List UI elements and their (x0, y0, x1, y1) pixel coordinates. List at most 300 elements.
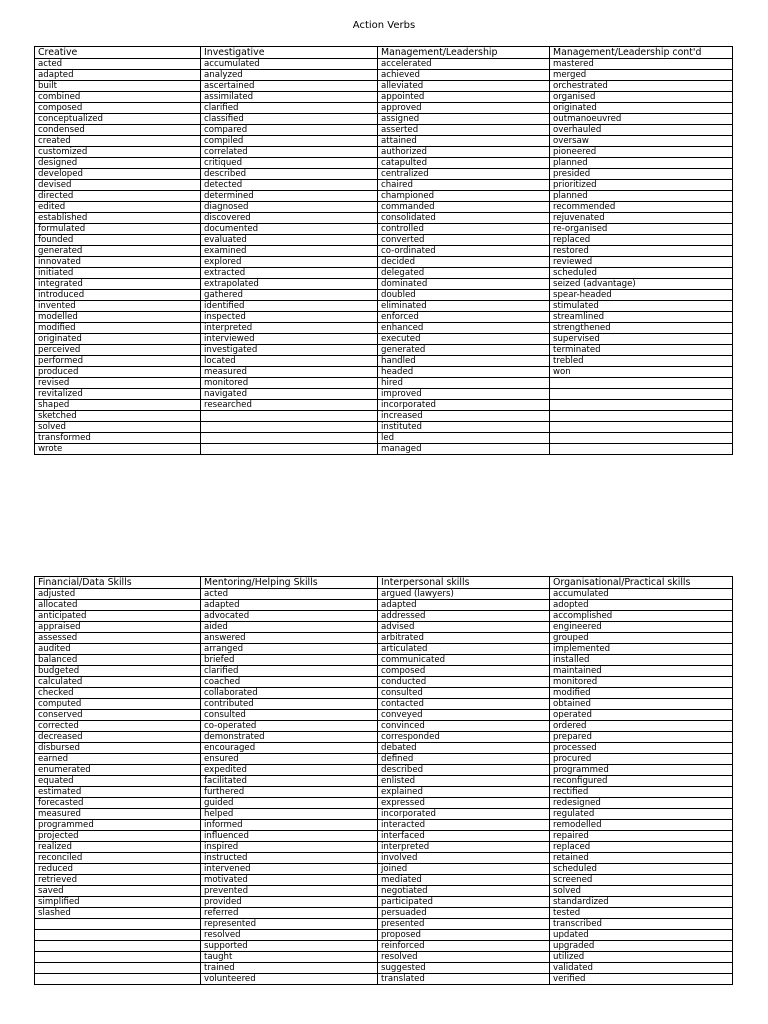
table-row (35, 611, 733, 622)
table-cell: intervened (201, 864, 378, 875)
table-cell: trebled (550, 356, 733, 367)
table-row (35, 257, 733, 268)
table-cell: headed (378, 367, 550, 378)
table-cell: increased (378, 411, 550, 422)
table-cell: converted (378, 235, 550, 246)
table-cell: handled (378, 356, 550, 367)
table-row (35, 677, 733, 688)
table-row (35, 600, 733, 611)
table-cell: corresponded (378, 732, 550, 743)
table-row (35, 103, 733, 114)
table-cell: compiled (201, 136, 378, 147)
table-cell: provided (201, 897, 378, 908)
table-row (35, 92, 733, 103)
table-cell: acted (35, 59, 201, 70)
table-cell: condensed (35, 125, 201, 136)
table-cell: determined (201, 191, 378, 202)
table-cell: controlled (378, 224, 550, 235)
table-cell: customized (35, 147, 201, 158)
table-cell: obtained (550, 699, 733, 710)
table-cell (35, 974, 201, 985)
table-cell: expressed (378, 798, 550, 809)
table-cell: formulated (35, 224, 201, 235)
table-cell: adopted (550, 600, 733, 611)
table-cell: commanded (378, 202, 550, 213)
action-verbs-table-2 (34, 576, 733, 985)
table-cell (201, 444, 378, 455)
table-cell: detected (201, 180, 378, 191)
table-cell: restored (550, 246, 733, 257)
table-cell: researched (201, 400, 378, 411)
table-cell: decided (378, 257, 550, 268)
table-cell: verified (550, 974, 733, 985)
table-cell: reconfigured (550, 776, 733, 787)
table-row (35, 622, 733, 633)
column-header-mentoring-helping-skills: Mentoring/Helping Skills (201, 577, 378, 589)
table-cell: estimated (35, 787, 201, 798)
table-cell: replaced (550, 842, 733, 853)
table-cell: accumulated (201, 59, 378, 70)
table-cell: guided (201, 798, 378, 809)
table-cell: examined (201, 246, 378, 257)
table-cell: co-ordinated (378, 246, 550, 257)
table-row (35, 400, 733, 411)
table-cell: briefed (201, 655, 378, 666)
table-row (35, 158, 733, 169)
table-cell: presided (550, 169, 733, 180)
table-cell: mediated (378, 875, 550, 886)
table-cell: composed (35, 103, 201, 114)
table-cell: streamlined (550, 312, 733, 323)
table-cell: consolidated (378, 213, 550, 224)
table-cell: conveyed (378, 710, 550, 721)
table-cell: represented (201, 919, 378, 930)
document-title: Action Verbs (352, 20, 416, 31)
table-cell: located (201, 356, 378, 367)
table-cell: replaced (550, 235, 733, 246)
table-cell: monitored (201, 378, 378, 389)
table-cell: investigated (201, 345, 378, 356)
table-cell: extracted (201, 268, 378, 279)
table-cell: interpreted (378, 842, 550, 853)
table-cell: referred (201, 908, 378, 919)
table-cell: audited (35, 644, 201, 655)
table-cell: remodelled (550, 820, 733, 831)
table-cell: centralized (378, 169, 550, 180)
table-cell: transcribed (550, 919, 733, 930)
table-cell: organised (550, 92, 733, 103)
table-row (35, 787, 733, 798)
table-cell: negotiated (378, 886, 550, 897)
table-row (35, 655, 733, 666)
table-cell: compared (201, 125, 378, 136)
table-cell: trained (201, 963, 378, 974)
table-row (35, 688, 733, 699)
table-cell: utilized (550, 952, 733, 963)
table-cell: adjusted (35, 589, 201, 600)
table-cell: perceived (35, 345, 201, 356)
table-row (35, 875, 733, 886)
table-cell: improved (378, 389, 550, 400)
table-cell: convinced (378, 721, 550, 732)
action-verbs-table-1 (34, 46, 733, 455)
table-cell: founded (35, 235, 201, 246)
table-cell: revised (35, 378, 201, 389)
table-cell (35, 963, 201, 974)
table-cell: rejuvenated (550, 213, 733, 224)
table-cell: delegated (378, 268, 550, 279)
table-cell: identified (201, 301, 378, 312)
table-row (35, 114, 733, 125)
table-cell: articulated (378, 644, 550, 655)
table-cell: gathered (201, 290, 378, 301)
table-row (35, 721, 733, 732)
table-cell: procured (550, 754, 733, 765)
table-cell: invented (35, 301, 201, 312)
table-cell: asserted (378, 125, 550, 136)
table-cell: disbursed (35, 743, 201, 754)
table-row (35, 290, 733, 301)
table-row (35, 378, 733, 389)
column-header-creative: Creative (35, 47, 201, 59)
table-cell: explored (201, 257, 378, 268)
table-cell: strengthened (550, 323, 733, 334)
table-cell: programmed (550, 765, 733, 776)
table-cell: solved (550, 886, 733, 897)
table-cell: interpreted (201, 323, 378, 334)
table-row (35, 864, 733, 875)
table-cell: modified (35, 323, 201, 334)
table-cell: contacted (378, 699, 550, 710)
table-cell: contributed (201, 699, 378, 710)
table-cell: joined (378, 864, 550, 875)
table-cell: redesigned (550, 798, 733, 809)
table-cell: suggested (378, 963, 550, 974)
table-cell: directed (35, 191, 201, 202)
table-cell: computed (35, 699, 201, 710)
column-header-financial-data-skills: Financial/Data Skills (35, 577, 201, 589)
table-cell: assimilated (201, 92, 378, 103)
table-cell: processed (550, 743, 733, 754)
table-cell: generated (35, 246, 201, 257)
table-row (35, 633, 733, 644)
table-cell: adapted (378, 600, 550, 611)
table-cell: extrapolated (201, 279, 378, 290)
table-cell: planned (550, 191, 733, 202)
table-cell: documented (201, 224, 378, 235)
table-row (35, 886, 733, 897)
table-cell: generated (378, 345, 550, 356)
table-cell: aided (201, 622, 378, 633)
table-cell: adapted (201, 600, 378, 611)
table-cell: accomplished (550, 611, 733, 622)
table-row (35, 334, 733, 345)
table-row (35, 301, 733, 312)
table-cell: doubled (378, 290, 550, 301)
table-cell: saved (35, 886, 201, 897)
table-cell: implemented (550, 644, 733, 655)
table-header-row (35, 47, 733, 59)
table-cell: facilitated (201, 776, 378, 787)
table-row (35, 422, 733, 433)
table-cell: led (378, 433, 550, 444)
table-cell: validated (550, 963, 733, 974)
table-row (35, 853, 733, 864)
table-cell: diagnosed (201, 202, 378, 213)
table-cell: grouped (550, 633, 733, 644)
table-cell: accumulated (550, 589, 733, 600)
table-cell: measured (201, 367, 378, 378)
table-cell: motivated (201, 875, 378, 886)
table-cell (550, 411, 733, 422)
table-row (35, 356, 733, 367)
table-cell (550, 378, 733, 389)
table-cell: reduced (35, 864, 201, 875)
table-cell: wrote (35, 444, 201, 455)
table-cell: spear-headed (550, 290, 733, 301)
table-cell: scheduled (550, 268, 733, 279)
table-cell (550, 422, 733, 433)
table-row (35, 776, 733, 787)
table-cell: designed (35, 158, 201, 169)
table-cell: clarified (201, 103, 378, 114)
table-cell: instructed (201, 853, 378, 864)
table-cell: appraised (35, 622, 201, 633)
table-cell: conceptualized (35, 114, 201, 125)
table-row (35, 235, 733, 246)
table-cell: championed (378, 191, 550, 202)
table-row (35, 908, 733, 919)
table-cell: sketched (35, 411, 201, 422)
table-cell: realized (35, 842, 201, 853)
table-row (35, 444, 733, 455)
table-cell: demonstrated (201, 732, 378, 743)
table-cell: modified (550, 688, 733, 699)
table-cell: anticipated (35, 611, 201, 622)
table-row (35, 411, 733, 422)
table-cell (550, 433, 733, 444)
table-cell: chaired (378, 180, 550, 191)
table-cell: upgraded (550, 941, 733, 952)
table-cell: performed (35, 356, 201, 367)
column-header-investigative: Investigative (201, 47, 378, 59)
table-cell: merged (550, 70, 733, 81)
table-cell (35, 930, 201, 941)
table-row (35, 136, 733, 147)
table-cell: instituted (378, 422, 550, 433)
table-cell: approved (378, 103, 550, 114)
table-row (35, 268, 733, 279)
table-cell (550, 400, 733, 411)
table-row (35, 941, 733, 952)
table-cell: presented (378, 919, 550, 930)
table-cell: composed (378, 666, 550, 677)
table-cell: arranged (201, 644, 378, 655)
table-cell: created (35, 136, 201, 147)
table-cell: established (35, 213, 201, 224)
table-cell: discovered (201, 213, 378, 224)
table-cell: achieved (378, 70, 550, 81)
table-cell: executed (378, 334, 550, 345)
table-cell: originated (35, 334, 201, 345)
table-cell: ascertained (201, 81, 378, 92)
table-cell: orchestrated (550, 81, 733, 92)
table-cell: pioneered (550, 147, 733, 158)
table-cell: supervised (550, 334, 733, 345)
table-cell: reinforced (378, 941, 550, 952)
table-cell: mastered (550, 59, 733, 70)
table-cell: communicated (378, 655, 550, 666)
table-cell: catapulted (378, 158, 550, 169)
table-cell: prevented (201, 886, 378, 897)
table-cell: participated (378, 897, 550, 908)
table-cell: developed (35, 169, 201, 180)
table-row (35, 765, 733, 776)
table-cell: ordered (550, 721, 733, 732)
table-cell: innovated (35, 257, 201, 268)
table-cell: updated (550, 930, 733, 941)
column-header-management-leadership-contd: Management/Leadership cont'd (550, 47, 733, 59)
table-row (35, 930, 733, 941)
table-cell: volunteered (201, 974, 378, 985)
table-cell: calculated (35, 677, 201, 688)
table-cell: decreased (35, 732, 201, 743)
table-row (35, 710, 733, 721)
table-cell: measured (35, 809, 201, 820)
table-cell (35, 941, 201, 952)
table-row (35, 202, 733, 213)
table-row (35, 323, 733, 334)
table-row (35, 389, 733, 400)
table-cell: helped (201, 809, 378, 820)
table-cell: alleviated (378, 81, 550, 92)
table-cell: originated (550, 103, 733, 114)
table-cell: resolved (378, 952, 550, 963)
table-row (35, 169, 733, 180)
table-cell: co-operated (201, 721, 378, 732)
table-cell: dominated (378, 279, 550, 290)
table-cell: encouraged (201, 743, 378, 754)
table-row (35, 919, 733, 930)
table-cell: informed (201, 820, 378, 831)
table-cell (35, 952, 201, 963)
table-cell: maintained (550, 666, 733, 677)
table-cell (201, 433, 378, 444)
table-cell: argued (lawyers) (378, 589, 550, 600)
table-cell: revitalized (35, 389, 201, 400)
table-cell: solved (35, 422, 201, 433)
table-cell: screened (550, 875, 733, 886)
table-cell: incorporated (378, 400, 550, 411)
table-cell: terminated (550, 345, 733, 356)
table-cell: programmed (35, 820, 201, 831)
table-cell: devised (35, 180, 201, 191)
table-cell: involved (378, 853, 550, 864)
table-cell: enlisted (378, 776, 550, 787)
table-cell: tested (550, 908, 733, 919)
table-cell: engineered (550, 622, 733, 633)
table-cell: standardized (550, 897, 733, 908)
table-cell: adapted (35, 70, 201, 81)
table-cell: re-organised (550, 224, 733, 235)
table-row (35, 798, 733, 809)
table-cell: forecasted (35, 798, 201, 809)
table-cell (35, 919, 201, 930)
table-header-row (35, 577, 733, 589)
table-cell: projected (35, 831, 201, 842)
table-cell: evaluated (201, 235, 378, 246)
table-cell: built (35, 81, 201, 92)
table-row (35, 743, 733, 754)
table-cell: produced (35, 367, 201, 378)
table-cell: authorized (378, 147, 550, 158)
table-cell: described (201, 169, 378, 180)
table-cell: planned (550, 158, 733, 169)
table-cell: recommended (550, 202, 733, 213)
table-row (35, 589, 733, 600)
table-cell: stimulated (550, 301, 733, 312)
table-cell: collaborated (201, 688, 378, 699)
table-cell: translated (378, 974, 550, 985)
table-cell: monitored (550, 677, 733, 688)
table-row (35, 224, 733, 235)
column-header-organisational-practical-skills: Organisational/Practical skills (550, 577, 733, 589)
table-row (35, 312, 733, 323)
table-cell: conducted (378, 677, 550, 688)
table-cell: retained (550, 853, 733, 864)
table-cell: taught (201, 952, 378, 963)
table-row (35, 213, 733, 224)
table-cell: supported (201, 941, 378, 952)
table-cell: retrieved (35, 875, 201, 886)
table-cell: proposed (378, 930, 550, 941)
table-cell: prioritized (550, 180, 733, 191)
table-cell: hired (378, 378, 550, 389)
table-cell: initiated (35, 268, 201, 279)
table-cell: inspected (201, 312, 378, 323)
table-cell (550, 389, 733, 400)
table-row (35, 70, 733, 81)
table-cell: arbitrated (378, 633, 550, 644)
table-cell: attained (378, 136, 550, 147)
table-cell: inspired (201, 842, 378, 853)
table-cell: corrected (35, 721, 201, 732)
table-cell: transformed (35, 433, 201, 444)
table-cell: resolved (201, 930, 378, 941)
table-row (35, 367, 733, 378)
table-cell: persuaded (378, 908, 550, 919)
table-cell: expedited (201, 765, 378, 776)
table-cell: incorporated (378, 809, 550, 820)
column-header-management-leadership: Management/Leadership (378, 47, 550, 59)
table-cell: conserved (35, 710, 201, 721)
table-cell: clarified (201, 666, 378, 677)
table-cell: reviewed (550, 257, 733, 268)
table-cell: edited (35, 202, 201, 213)
table-cell: oversaw (550, 136, 733, 147)
table-row (35, 279, 733, 290)
table-cell: shaped (35, 400, 201, 411)
table-cell: balanced (35, 655, 201, 666)
table-cell: scheduled (550, 864, 733, 875)
table-cell: operated (550, 710, 733, 721)
table-row (35, 125, 733, 136)
table-row (35, 974, 733, 985)
table-cell: correlated (201, 147, 378, 158)
table-cell (201, 422, 378, 433)
table-cell: introduced (35, 290, 201, 301)
table-cell: budgeted (35, 666, 201, 677)
